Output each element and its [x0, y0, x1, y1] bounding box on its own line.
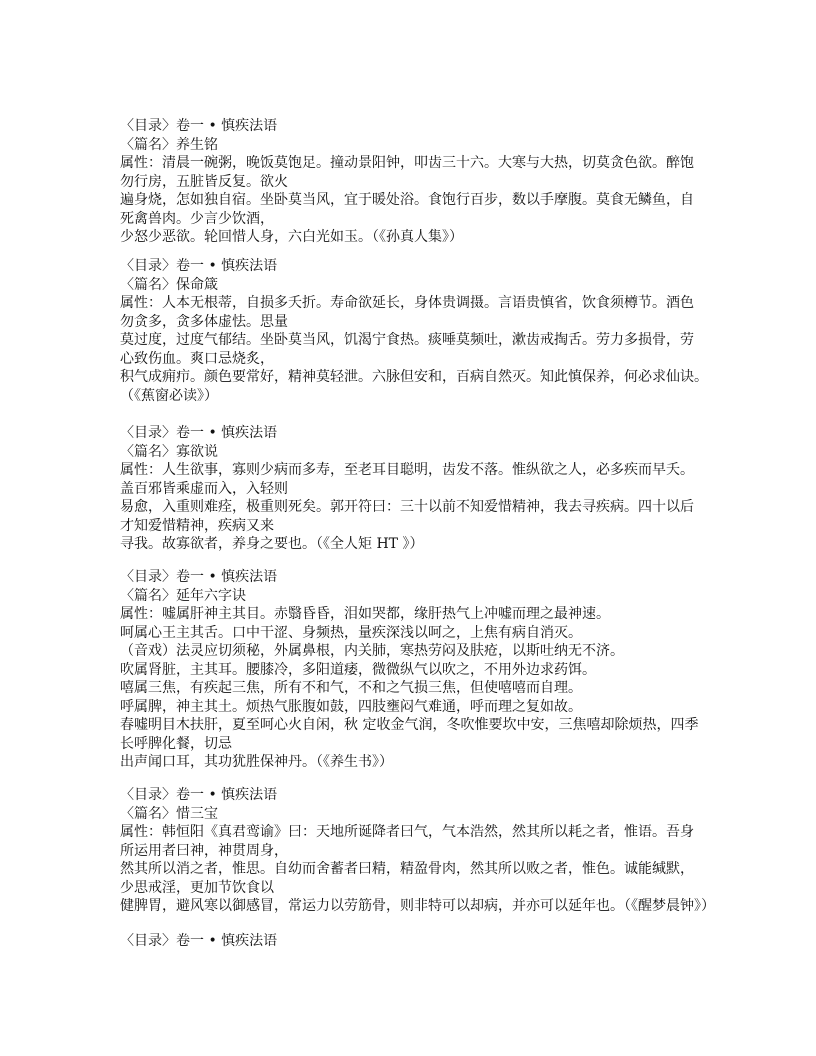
catalog-line: 〈目录〉卷一 • 慎疾法语: [120, 787, 278, 803]
body-line: 勿行房，五脏皆反复。欲火: [120, 173, 288, 190]
catalog-line: 〈目录〉卷一 • 慎疾法语: [120, 933, 278, 949]
body-line: 健脾胃，避风寒以御感冒，常运力以劳筋骨，则非特可以却病，并亦可以延年也。（《醒梦晨钟》）: [120, 898, 715, 914]
body-line: 呼属脾，神主其土。烦热气胀腹如鼓，四肢壅闷气难通，呼而理之复如故。: [120, 698, 582, 715]
body-line: 属性：人生欲事，寡则少病而多寿，至老耳目聪明，齿发不落。惟纵欲之人，必多疾而早夭。: [120, 462, 694, 478]
body-line: 长呼脾化餐，切忌: [120, 735, 232, 752]
body-line: 属性：清晨一碗粥，晚饭莫饱足。撞动景阳钟，叩齿三十六。大寒与大热，切莫贪色欲。醉饱: [120, 155, 694, 171]
body-line: 属性：嘘属肝神主其目。赤翳昏昏，泪如哭都，缘肝热气上冲嘘而理之最神速。: [120, 606, 610, 622]
body-line: 属性：韩恒阳《真君鸾谕》曰：天地所诞降者曰气，气本浩然，然其所以耗之者，惟语。吾身: [120, 824, 694, 840]
body-line: 属性：人本无根蒂，自损多夭折。寿命欲延长，身体贵调摄。言语贵慎省，饮食须樽节。酒色: [120, 295, 694, 311]
chapter-title: 〈篇名〉养生铭: [120, 136, 218, 153]
body-line: （《蕉窗必读》）: [120, 387, 218, 404]
body-line: 呵属心王主其舌。口中干涩、身频热，量疾深浅以呵之，上焦有病自消灭。: [120, 624, 582, 641]
catalog-line: 〈目录〉卷一 • 慎疾法语: [120, 569, 278, 585]
body-line: （音戏）法灵应切须秘，外属鼻根，内关肺，寒热劳闷及肤疮，以斯吐纳无不济。: [120, 643, 624, 659]
body-line: 春嘘明目木扶肝，夏至呵心火自闲，秋 定收金气润，冬吹惟要坎中安，三焦嘻却除烦热，四季: [120, 717, 699, 733]
body-line: 寻我。故寡欲者，养身之要也。（《全人矩 HT 》）: [120, 536, 424, 552]
body-line: 积气成痈疖。颜色要常好，精神莫轻泄。六脉但安和，百病自然灭。知此慎保养，何必求仙诀。: [120, 369, 708, 385]
catalog-line: 〈目录〉卷一 • 慎疾法语: [120, 425, 278, 441]
entry-next: [120, 932, 277, 951]
body-line: 吹属肾脏，主其耳。腰膝冷，多阳道痿，微微纵气以吹之，不用外边求药饵。: [120, 661, 596, 678]
body-line: 嘻属三焦，有疾起三焦，所有不和气，不和之气损三焦，但使嘻嘻而自理。: [120, 680, 582, 696]
body-line: 遍身烧，怎如独自宿。坐卧莫当风，宜于暖处浴。食饱行百步，数以手摩腹。莫食无鳞鱼，自: [120, 192, 694, 208]
body-line: 盖百邪皆乘虚而入，入轻则: [120, 480, 288, 497]
catalog-line: 〈目录〉卷一 • 慎疾法语: [120, 258, 278, 274]
body-line: 才知爱惜精神，疾病又来: [120, 517, 274, 534]
entry-baomingzhen: [120, 257, 708, 405]
chapter-title: 〈篇名〉寡欲说: [120, 443, 218, 460]
entry-guayushuo: [120, 424, 694, 554]
body-line: 所运用者曰神，神贯周身，: [120, 842, 288, 859]
body-line: 易愈，入重则难痊，极重则死矣。郭开符曰：三十以前不知爱惜精神，我去寻疾病。四十以后: [120, 499, 694, 515]
entry-yannian-liuzijue: [120, 568, 698, 772]
chapter-title: 〈篇名〉延年六字诀: [120, 587, 246, 604]
entry-yangshengming: [120, 117, 694, 247]
catalog-line: 〈目录〉卷一 • 慎疾法语: [120, 118, 278, 134]
body-line: 少怒少恶欲。轮回惜人身，六白光如玉。（《孙真人集》）: [120, 229, 463, 245]
body-line: 死禽兽肉。少言少饮酒，: [120, 210, 274, 227]
chapter-title: 〈篇名〉惜三宝: [120, 805, 218, 822]
body-line: 然其所以消之者，惟思。自幼而舍蓄者曰精，精盈骨肉，然其所以败之者，惟色。诚能缄默，: [120, 861, 694, 877]
body-line: 莫过度，过度气郁结。坐卧莫当风，饥渴宁食热。痰唾莫频吐，漱齿戒掏舌。劳力多损骨，劳: [120, 332, 694, 348]
body-line: 少思戒淫，更加节饮食以: [120, 879, 274, 896]
entry-xisanbao: [120, 786, 715, 916]
body-line: 出声闻口耳，其功犹胜保神丹。（《养生书》）: [120, 754, 393, 770]
body-line: 心致伤血。爽口忌烧炙，: [120, 350, 274, 367]
chapter-title: 〈篇名〉保命箴: [120, 276, 218, 293]
body-line: 勿贪多，贪多体虚怯。思量: [120, 313, 288, 330]
